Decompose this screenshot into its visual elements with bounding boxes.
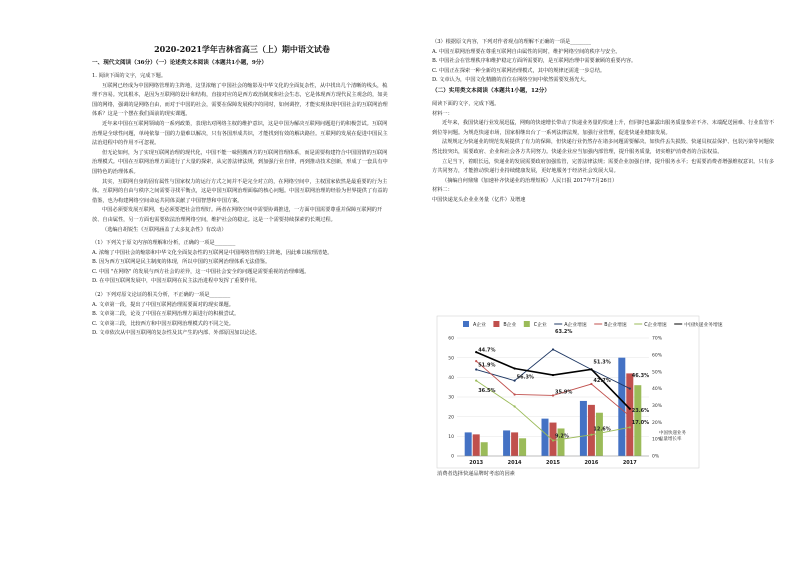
bar bbox=[542, 419, 549, 456]
y2-tick-label: 0% bbox=[652, 454, 660, 460]
y2-tick-label: 60% bbox=[652, 353, 663, 359]
line-point bbox=[629, 426, 631, 428]
question-3: （2）下列对原文论证的相关分析，不正确的一项是________ bbox=[92, 292, 231, 299]
question-5-intro: 阅读下面的文字，完成下题。 bbox=[432, 100, 500, 107]
y2-tick-label: 70% bbox=[652, 336, 663, 342]
legend-entry: B企业增速 bbox=[604, 323, 627, 328]
paragraph: 但无论如何，为了实现互联网治理的现代化，中国不能一味照搬西方的互联网管理体系，而是需要构建符合中国国情的互联网治理模式。中国在互联网治理方面进行了大量的探索，从完善法律法规，到加强行业自律，再到推动技术创新，形成了一套具有中国特色的治理体系。 bbox=[92, 149, 388, 175]
x-tick-label: 2017 bbox=[622, 460, 637, 466]
legend-entry: A企业 bbox=[473, 323, 486, 328]
paragraph: 中国必须要发展互联网，也必须要把社会管理好。两者在网络空间中需要协调推进，一方面中国需要尊重并保障互联网的开放、自由属性，另一方面也需要依法治理网络空间，维护社会的稳定。这是一个需要持续探索的长期过程。 bbox=[92, 207, 383, 223]
line-point bbox=[475, 380, 477, 382]
data-label: 44.7% bbox=[478, 347, 496, 354]
option: B. 因为西方互联网是民主制度的体现，所以中国的互联网治理体系无法借鉴。 bbox=[92, 259, 271, 266]
line-point bbox=[590, 434, 592, 436]
legend-swatch bbox=[524, 321, 530, 327]
material-2-label: 材料二： bbox=[432, 187, 453, 194]
page-title: 2020-2021学年吉林省高三（上）期中语文试卷 bbox=[154, 44, 330, 54]
line-point bbox=[475, 351, 477, 353]
data-label: 36.5% bbox=[478, 387, 496, 394]
option: D. 在中国互联网发展中，中国互联网在民主法治进程中发挥了重要作用。 bbox=[92, 278, 261, 285]
paragraph: 立足当下，着眼长远，快递业的发展需要政府加强监管，完善法律法规；需要企业加强自律，提升服务水平；也需要消费者增强维权意识。只有多方共同努力，才能推动快递行业持续健康发展，更好地服务于经济社会发展大局。 bbox=[432, 158, 775, 175]
chart bbox=[437, 316, 723, 468]
y-tick-label: 10 bbox=[448, 434, 454, 440]
y2-tick-label: 50% bbox=[652, 370, 663, 376]
line-point bbox=[629, 415, 631, 417]
data-label: 42.7% bbox=[593, 377, 611, 384]
line-point bbox=[475, 360, 477, 362]
x-tick-label: 2015 bbox=[546, 460, 560, 466]
question-2: （1）下列关于原文内容的理解和分析，正确的一项是________ bbox=[92, 240, 236, 247]
bar bbox=[580, 401, 587, 456]
right-column bbox=[432, 38, 777, 206]
legend-swatch bbox=[493, 321, 499, 327]
line-point bbox=[590, 383, 592, 385]
y2-tick-label: 10% bbox=[652, 437, 663, 443]
option: A. 文章第一段，提出了中国互联网治理需要面对的现实课题。 bbox=[92, 301, 234, 308]
y2-tick-label: 20% bbox=[652, 420, 663, 426]
line-point bbox=[629, 408, 631, 410]
y2-tick-label: 40% bbox=[652, 387, 663, 393]
y-tick-label: 60 bbox=[448, 336, 454, 342]
line-point bbox=[475, 368, 477, 370]
bar bbox=[596, 413, 603, 456]
option: C. 中国 "在网络" 的发展与西方社会的差异，这一中国社会安全的问题是需要重视的治理难题。 bbox=[92, 268, 310, 275]
legend-entry: 中国快递业务增速 bbox=[684, 323, 723, 328]
chart-caption: 中国快递龙头企业业务量（亿件）及增速 bbox=[432, 196, 526, 203]
paragraph: 法规规定为快递业的规范发展提供了有力的保障，但快递行业仍然存在诸多问题需要解决。如快件丢失损毁、快递员权益保护、包装污染等问题依然比较突出，需要政府、企业和社会各方共同努力。快递企业应当加强内部管理，提升服务质量，切实维护消费者的合法权益。 bbox=[432, 139, 775, 155]
data-label: 35.9% bbox=[555, 389, 573, 396]
option: D. 文章依次从中国互联网的复杂性及其产生的内部、外部原因加以论述。 bbox=[92, 330, 261, 337]
bar bbox=[503, 430, 510, 456]
material-1-label: 材料一： bbox=[432, 110, 453, 117]
data-label: 51.9% bbox=[478, 362, 496, 369]
chart-footer: 消费者选择快递品牌时考虑的因素 bbox=[437, 471, 515, 477]
paragraph: 近年来中国在互联网领域的一系列政策，表现出对网络主权的维护意识，这是中国为解决互联网问题进行的积极尝试。互联网治理是全球性问题，单纯依靠一国的力量难以解决，只有各国形成共识，才能找到有效的解决路径。互联网的发展在促进中国民主法治进程中的作用不可忽视。 bbox=[92, 120, 388, 147]
y2-tick-label: 30% bbox=[652, 404, 663, 410]
section-heading-1: 一、现代文阅读（36分）（一）论述类文本阅读（本题共1小题，9分） bbox=[92, 60, 267, 66]
line-point bbox=[514, 380, 516, 382]
x-tick-label: 2016 bbox=[584, 460, 599, 466]
bar bbox=[618, 358, 625, 456]
data-label: 63.2% bbox=[555, 328, 573, 335]
y-tick-label: 50 bbox=[448, 356, 454, 362]
x-tick-label: 2014 bbox=[507, 460, 522, 466]
line-point bbox=[552, 394, 554, 396]
y-tick-label: 40 bbox=[448, 375, 454, 381]
line-point bbox=[552, 374, 554, 376]
line-point bbox=[590, 368, 592, 370]
data-label: 23.6% bbox=[631, 408, 650, 415]
option: C. 中国正在探索一种全新的互联网治理模式，其中的规律还需进一步总结。 bbox=[432, 67, 606, 74]
y-tick-label: 0 bbox=[451, 454, 454, 460]
line-point bbox=[629, 387, 631, 389]
source-note: （摘编自何鼎鼎《加速补齐快递业的治理短板》人民日报 2017年7月26日） bbox=[442, 177, 618, 184]
line-point bbox=[552, 348, 554, 350]
legend-swatch bbox=[463, 321, 469, 327]
paragraph: 近年来，我国快递行业发展迅猛，网购的快速增长带动了快递业务量的快速上升，但同时也暴露出服务质量参差不齐、末端配送困难、行业监管不到位等问题。为规范快递市场，国家相继出台了一系列法律法规，加强行业管理，促进快递业健康发展。 bbox=[432, 120, 775, 136]
bar bbox=[473, 434, 480, 456]
paragraph: 互联网已经成为中国网络管理的主阵地，这里浓缩了中国社会的缩影及中华文化的全面复杂性，从中找出几个清晰的线头，梳理不容易。究其根本，是因为互联网的设计和结构，直接对应的是西方政治制度和社会生态，它是体现西方现代民主观念的，如美国的网络，强调的是网络自由，而对于中国的社会，需要在保障发展秩序的同时，如何调控，才能实现体现中国社会的互联网治理体系？这是一个摆在我们面前的现实课题。 bbox=[92, 82, 388, 118]
option: B. 文章第二段，论及了中国在互联网治理方面进行的积极尝试。 bbox=[92, 311, 240, 318]
option: C. 文章第三段，比较西方和中国互联网治理模式的不同之处。 bbox=[92, 320, 234, 327]
left-column bbox=[92, 0, 392, 339]
data-label: 17.0% bbox=[631, 419, 650, 426]
option: A. 浓缩了中国社会的缩影和中华文化全面复杂性的互联网是中国网络管理的主阵地，因此难以梳理清楚。 bbox=[92, 249, 333, 256]
line-point bbox=[514, 405, 516, 407]
paragraph: 其实，互联网自身的固有属性与国家权力的运行方式之间并不是完全对立的，在网络空间中，主权国家依然是最重要的行为主体。互联网的自由与秩序之间需要寻找平衡点，这是中国互联网治理面临的核心问题。中国互联网治理的经验为世界提供了有益的借鉴，也为构建网络空间命运共同体贡献了中国智慧和中国方案。 bbox=[92, 178, 388, 204]
line-point bbox=[514, 367, 516, 369]
bar bbox=[481, 442, 488, 456]
x-tick-label: 2013 bbox=[469, 460, 484, 466]
legend-note: 中国快递业务总量增长率 bbox=[659, 431, 686, 442]
line-point bbox=[552, 439, 554, 441]
legend-entry: A企业增速 bbox=[564, 323, 587, 328]
data-label: 51.3% bbox=[593, 359, 611, 366]
option: B. 中国社会在管理秩序和维护稳定方面所需要的，是互联网治理中需要兼顾的重要内容。 bbox=[432, 58, 637, 65]
option: D. 文章认为，中国文化精髓的首位在网络空间中依然需要发扬光大。 bbox=[432, 77, 590, 84]
data-label: 46.3% bbox=[631, 372, 650, 379]
bar bbox=[465, 432, 472, 456]
legend-entry: B企业 bbox=[503, 323, 517, 328]
bar bbox=[511, 432, 518, 456]
question-4: （3）根据原文内容，下列对作者观点的理解不正确的一项是________ bbox=[432, 39, 591, 45]
legend-entry: C企业增速 bbox=[644, 323, 667, 328]
legend-entry: C企业 bbox=[533, 323, 547, 328]
source-note: （选编自胡锐生《互联网涵盖了太多复杂性》有改动） bbox=[102, 226, 227, 233]
bar bbox=[519, 438, 526, 456]
question-1-intro: 1. 阅读下面的文字，完成下题。 bbox=[92, 73, 167, 79]
line-point bbox=[514, 393, 516, 395]
option: A. 中国互联网治理要在尊重互联网自由属性的同时，维护网络空间的秩序与安全。 bbox=[432, 48, 621, 55]
y-tick-label: 20 bbox=[448, 415, 454, 421]
data-label: 56.3% bbox=[516, 374, 534, 381]
data-label: 12.6% bbox=[593, 426, 611, 433]
data-label: 9.2% bbox=[555, 433, 569, 440]
section-heading-2: （二）实用类文本阅读（本题共1小题，12分） bbox=[432, 87, 550, 94]
y-tick-label: 30 bbox=[448, 395, 454, 401]
